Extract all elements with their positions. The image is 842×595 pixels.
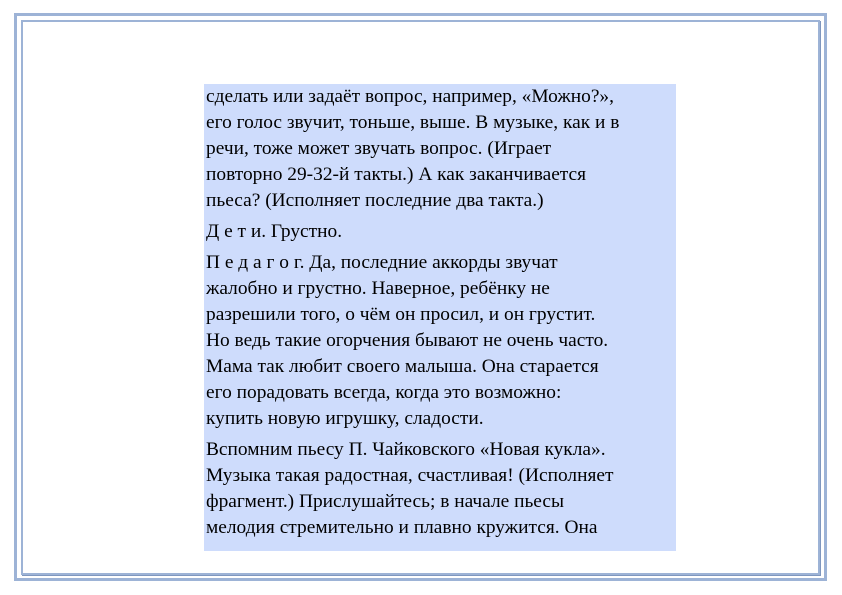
- text-line: мелодия стремительно и плавно кружится. Она: [206, 517, 598, 538]
- text-block: [204, 84, 676, 551]
- text-line: Но ведь такие огорчения бывают не очень часто.: [206, 330, 609, 351]
- text-line: П е д а г о г. Да, последние аккорды звучат: [206, 252, 558, 273]
- text-line: повторно 29-32-й такты.) А как заканчивается: [206, 164, 587, 185]
- text-line: пьеса? (Исполняет последние два такта.): [206, 190, 544, 211]
- paragraph-teacher: [206, 250, 674, 432]
- text-line: фрагмент.) Прислушайтесь; в начале пьесы: [206, 491, 565, 512]
- text-line: Д е т и. Грустно.: [206, 221, 343, 242]
- text-line: его порадовать всегда, когда это возможно:: [206, 382, 562, 403]
- paragraph-children-answer: [206, 219, 674, 245]
- text-line: Вспомним пьесу П. Чайковского «Новая кукла».: [206, 439, 606, 460]
- text-line: его голос звучит, тоньше, выше. В музыке, как и в: [206, 112, 620, 133]
- text-line: Музыка такая радостная, счастливая! (Исполняет: [206, 465, 614, 486]
- text-line: сделать или задаёт вопрос, например, «Можно?»,: [206, 86, 614, 107]
- text-line: жалобно и грустно. Наверное, ребёнку не: [206, 278, 550, 299]
- paragraph-question: [206, 84, 674, 214]
- paragraph-new-doll: [206, 437, 674, 541]
- text-line: разрешили того, о чём он просил, и он грустит.: [206, 304, 596, 325]
- text-line: речи, тоже может звучать вопрос. (Играет: [206, 138, 552, 159]
- text-line: Мама так любит своего малыша. Она старается: [206, 356, 599, 377]
- text-line: купить новую игрушку, сладости.: [206, 408, 484, 429]
